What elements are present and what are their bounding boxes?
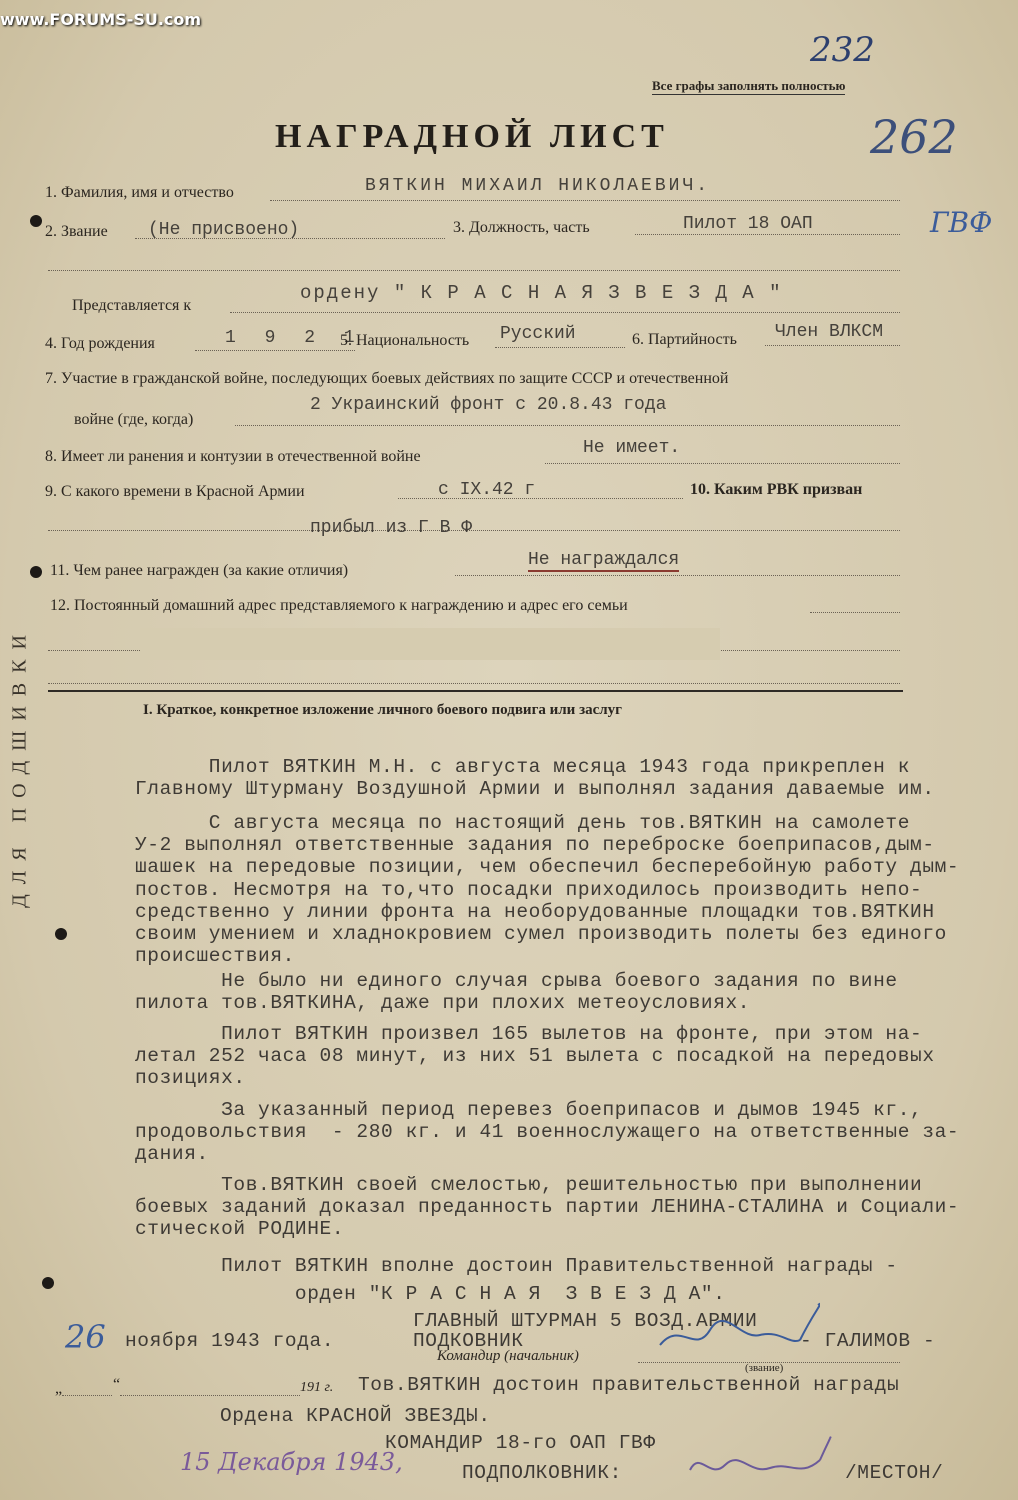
citation-line: Пилот ВЯТКИН произвел 165 вылетов на фронте, при этом на- [135,1023,923,1045]
citation-line: Главному Штурману Воздушной Армии и выполнял задания даваемые им. [135,778,935,800]
citation-line: С августа месяца по настоящий день тов.ВЯТКИН на самолете [135,812,911,834]
citation-line: своим умением и хладнокровием сумел производить полеты без единого [135,923,947,945]
field-10-value: прибыл из Г В Ф [310,518,473,538]
field-1-label: 1. Фамилия, имя и отчество [45,184,234,201]
signature-galimov [650,1300,820,1370]
field-10-label: 10. Каким РВК призван [690,481,863,498]
field-11-label: 11. Чем ранее награжден (за какие отличия) [50,562,349,579]
section-title: I. Краткое, конкретное изложение личного боевого подвига или заслуг [143,702,622,718]
document-title: НАГРАДНОЙ ЛИСТ [275,118,669,155]
quote-open: „ [55,1380,63,1397]
field-3-handwritten: ГВФ [930,206,993,239]
field-4-value: 1 9 2 1 [225,328,364,348]
conclusion-line-2: Ордена КРАСНОЙ ЗВЕЗДЫ. [220,1405,491,1427]
field-11-value: Не награждался [528,550,680,570]
site-watermark: www.FORUMS-SU.com [0,10,202,29]
field-5-value: Русский [500,324,576,344]
citation-line: У-2 выполнял ответственные задания по переброске боеприпасов,дым- [135,834,935,856]
citation-line: происшествия. [135,945,295,967]
citation-line: постов. Несмотря на то,что посадки приходилось производить непо- [135,879,923,901]
side-binding-label: ДЛЯ ПОДШИВКИ [8,625,31,908]
citation-line: шашек на передовые позиции, чем обеспечил бесперебойную работу дым- [135,856,960,878]
citation-line: За указанный период перевез боеприпасов и дымов 1945 кг., [135,1099,923,1121]
field-7-value: 2 Украинский фронт с 20.8.43 года [310,395,667,415]
field-8-label: 8. Имеет ли ранения и контузии в отечественной войне [45,448,421,465]
field-7-label: 7. Участие в гражданской войне, последующих боевых действиях по защите СССР и отечественной [45,370,729,387]
field-3-label: 3. Должность, часть [453,219,590,236]
year-label: 191 г. [300,1380,334,1395]
redacted-address [140,628,720,660]
punch-hole [42,1277,54,1289]
citation-line: стической РОДИНЕ. [135,1218,345,1240]
field-1-value: ВЯТКИН МИХАИЛ НИКОЛАЕВИЧ. [365,176,711,196]
conclusion-line-3: КОМАНДИР 18-го ОАП ГВФ [385,1432,656,1454]
commander-label: Командир (начальник) [437,1348,579,1364]
field-8-value: Не имеет. [583,438,681,458]
signer-position: ГЛАВНЫЙ ШТУРМАН 5 ВОЗД.АРМИИ [413,1310,758,1332]
citation-line: орден "К Р А С Н А Я З В Е З Д А". [135,1283,726,1305]
rank-label: (звание) [745,1362,784,1374]
day-handwritten: 26 [65,1318,106,1356]
citation-line: Тов.ВЯТКИН своей смелостью, решительностью при выполнении [135,1174,923,1196]
section-divider [48,690,903,692]
field-7-label-cont: войне (где, когда) [74,411,194,428]
signature-commander [680,1430,840,1495]
punch-hole [55,928,67,940]
signer-rank: ПОДКОВНИК [413,1330,524,1352]
commander-name: /МЕСТОН/ [845,1462,944,1484]
field-9-value: с IX.42 г [438,480,536,500]
citation-line: продовольствия - 280 кг. и 41 военнослужащего на ответственные за- [135,1121,960,1143]
punch-hole [30,215,42,227]
conclusion-date-handwritten: 15 Декабря 1943, [180,1448,403,1476]
header-note: Все графы заполнять полностью [652,78,846,93]
conclusion-line-4: ПОДПОЛКОВНИК: [462,1462,622,1484]
quote-close: “ [113,1376,121,1393]
field-3-value: Пилот 18 ОАП [683,214,813,234]
presented-label: Представляется к [72,297,192,314]
field-9-label: 9. С какого времени в Красной Армии [45,483,305,500]
citation-line: позициях. [135,1067,246,1089]
field-6-value: Член ВЛКСМ [775,322,884,342]
citation-line: Пилот ВЯТКИН вполне достоин Правительственной награды - [135,1255,898,1277]
archive-number: 232 [810,30,875,70]
field-2-label: 2. Звание [45,223,108,240]
citation-line: средственно у линии фронта на необорудованные площадки тов.ВЯТКИН [135,901,935,923]
citation-line: пилота тов.ВЯТКИНА, даже при плохих метеоусловиях. [135,992,751,1014]
presented-value: ордену " К Р А С Н А Я З В Е З Д А " [300,282,783,304]
citation-line: боевых заданий доказал преданность партии ЛЕНИНА-СТАЛИНА и Социали- [135,1196,960,1218]
conclusion-line-1: Тов.ВЯТКИН достоин правительственной награды [358,1374,900,1396]
field-6-label: 6. Партийность [632,331,737,348]
citation-line: Пилот ВЯТКИН М.Н. с августа месяца 1943 года прикреплен к [135,756,911,778]
citation-line: Не было ни единого случая срыва боевого задания по вине [135,970,898,992]
citation-line: дания. [135,1143,209,1165]
field-2-value: (Не присвоено) [148,220,300,240]
citation-line: летал 252 часа 08 минут, из них 51 вылета с посадкой на передовых [135,1045,935,1067]
field-5-label: 5. Национальность [340,332,470,349]
page-number: 262 [870,110,958,164]
signature-date: ноября 1943 года. [125,1330,335,1352]
punch-hole [30,566,42,578]
signer-name: - ГАЛИМОВ - [800,1330,936,1352]
field-12-label: 12. Постоянный домашний адрес представляемого к награждению и адрес его семьи [50,597,628,614]
field-4-label: 4. Год рождения [45,335,155,352]
